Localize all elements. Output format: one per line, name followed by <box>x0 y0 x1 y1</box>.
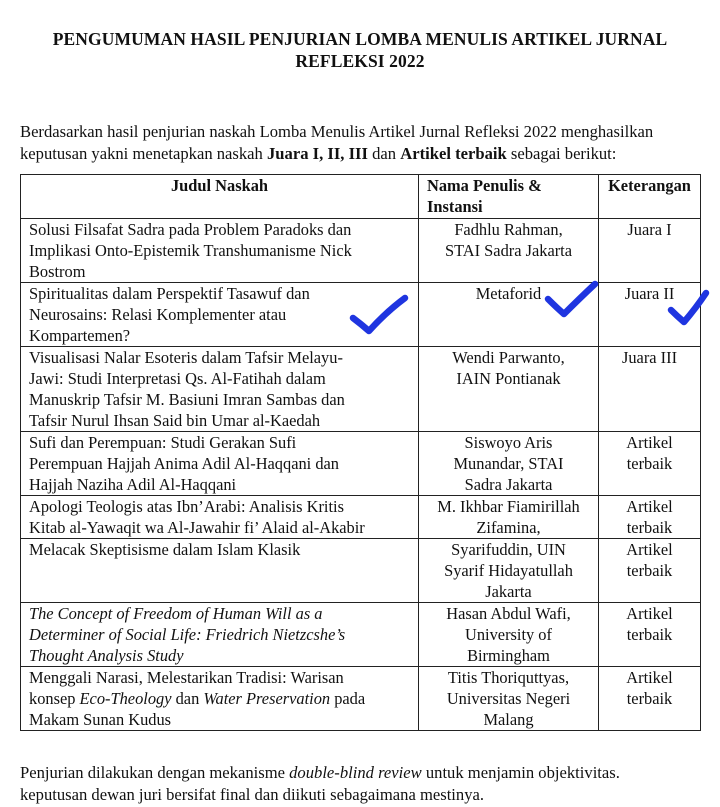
table-row <box>21 347 701 432</box>
footer-line-1: Penjurian dilakukan dengan mekanisme double-blind review untuk menjamin objektivitas. <box>20 763 620 782</box>
table-row <box>21 432 701 496</box>
cell-title: Apologi Teologis atas Ibn’Arabi: Analisis Kritis Kitab al-Yawaqit wa Al-Jawahir fi’ Alaid al-Akabir <box>21 496 419 539</box>
cell-title: Melacak Skeptisisme dalam Islam Klasik <box>21 539 419 603</box>
cell-author: Fadhlu Rahman, STAI Sadra Jakarta <box>419 219 599 283</box>
cell-title: The Concept of Freedom of Human Will as a Determiner of Social Life: Friedrich Nietzcshe’s Thought Analysis Study <box>21 603 419 667</box>
intro-text: keputusan yakni menetapkan naskah <box>20 144 267 163</box>
cell-note: Artikel terbaik <box>599 603 701 667</box>
intro-bold-winners: Juara I, II, III <box>267 144 368 163</box>
table-row <box>21 539 701 603</box>
cell-title: Visualisasi Nalar Esoteris dalam Tafsir Melayu- Jawi: Studi Interpretasi Qs. Al-Fatihah dalam Manuskrip Tafsir M. Basiuni Imran Sambas dan Tafsir Nurul Ihsan Said bin Umar al-Kaedah <box>21 347 419 432</box>
cell-author: Metaforid <box>419 283 599 347</box>
footer-paragraph <box>20 762 720 806</box>
intro-line-1: Berdasarkan hasil penjurian naskah Lomba Menulis Artikel Jurnal Refleksi 2022 menghasilkan <box>20 122 654 141</box>
table-header-row <box>21 175 701 219</box>
header-title: Judul Naskah <box>21 175 419 219</box>
footer-line-2: keputusan dewan juri bersifat final dan diikuti sebagaimana mestinya. <box>20 785 485 804</box>
page-title <box>20 28 700 72</box>
cell-note: Juara III <box>599 347 701 432</box>
results-table <box>20 174 701 731</box>
intro-paragraph <box>20 121 720 165</box>
table-row <box>21 496 701 539</box>
cell-note: Artikel terbaik <box>599 539 701 603</box>
table-row <box>21 667 701 731</box>
intro-text: dan <box>367 144 401 163</box>
cell-author: Siswoyo Aris Munandar, STAI Sadra Jakarta <box>419 432 599 496</box>
intro-text: sebagai berikut: <box>506 144 617 163</box>
cell-title: Sufi dan Perempuan: Studi Gerakan Sufi Perempuan Hajjah Anima Adil Al-Haqqani dan Hajjah Naziha Adil Al-Haqqani <box>21 432 419 496</box>
intro-line-2 <box>20 143 720 165</box>
header-note: Keterangan <box>599 175 701 219</box>
cell-author: M. Ikhbar Fiamirillah Zifamina, <box>419 496 599 539</box>
cell-note: Artikel terbaik <box>599 432 701 496</box>
cell-note: Juara I <box>599 219 701 283</box>
cell-author: Syarifuddin, UIN Syarif Hidayatullah Jakarta <box>419 539 599 603</box>
cell-note: Artikel terbaik <box>599 496 701 539</box>
cell-author: Hasan Abdul Wafi, University of Birmingham <box>419 603 599 667</box>
header-author: Nama Penulis & Instansi <box>419 175 599 219</box>
table-row <box>21 219 701 283</box>
table-row <box>21 283 701 347</box>
intro-bold-best: Artikel terbaik <box>400 144 507 163</box>
cell-author: Wendi Parwanto, IAIN Pontianak <box>419 347 599 432</box>
cell-note: Juara II <box>599 283 701 347</box>
title-line-1: PENGUMUMAN HASIL PENJURIAN LOMBA MENULIS ARTIKEL JURNAL <box>52 29 668 49</box>
cell-author: Titis Thoriquttyas, Universitas Negeri Malang <box>419 667 599 731</box>
cell-title: Menggali Narasi, Melestarikan Tradisi: Warisan konsep Eco-Theology dan Water Preservation pada Makam Sunan Kudus <box>21 667 419 731</box>
cell-note: Artikel terbaik <box>599 667 701 731</box>
title-line-2: REFLEKSI 2022 <box>295 51 425 71</box>
cell-title: Spiritualitas dalam Perspektif Tasawuf dan Neurosains: Relasi Komplementer atau Kompartemen? <box>21 283 419 347</box>
table-row <box>21 603 701 667</box>
cell-title: Solusi Filsafat Sadra pada Problem Paradoks dan Implikasi Onto-Epistemik Transhumanisme Nick Bostrom <box>21 219 419 283</box>
